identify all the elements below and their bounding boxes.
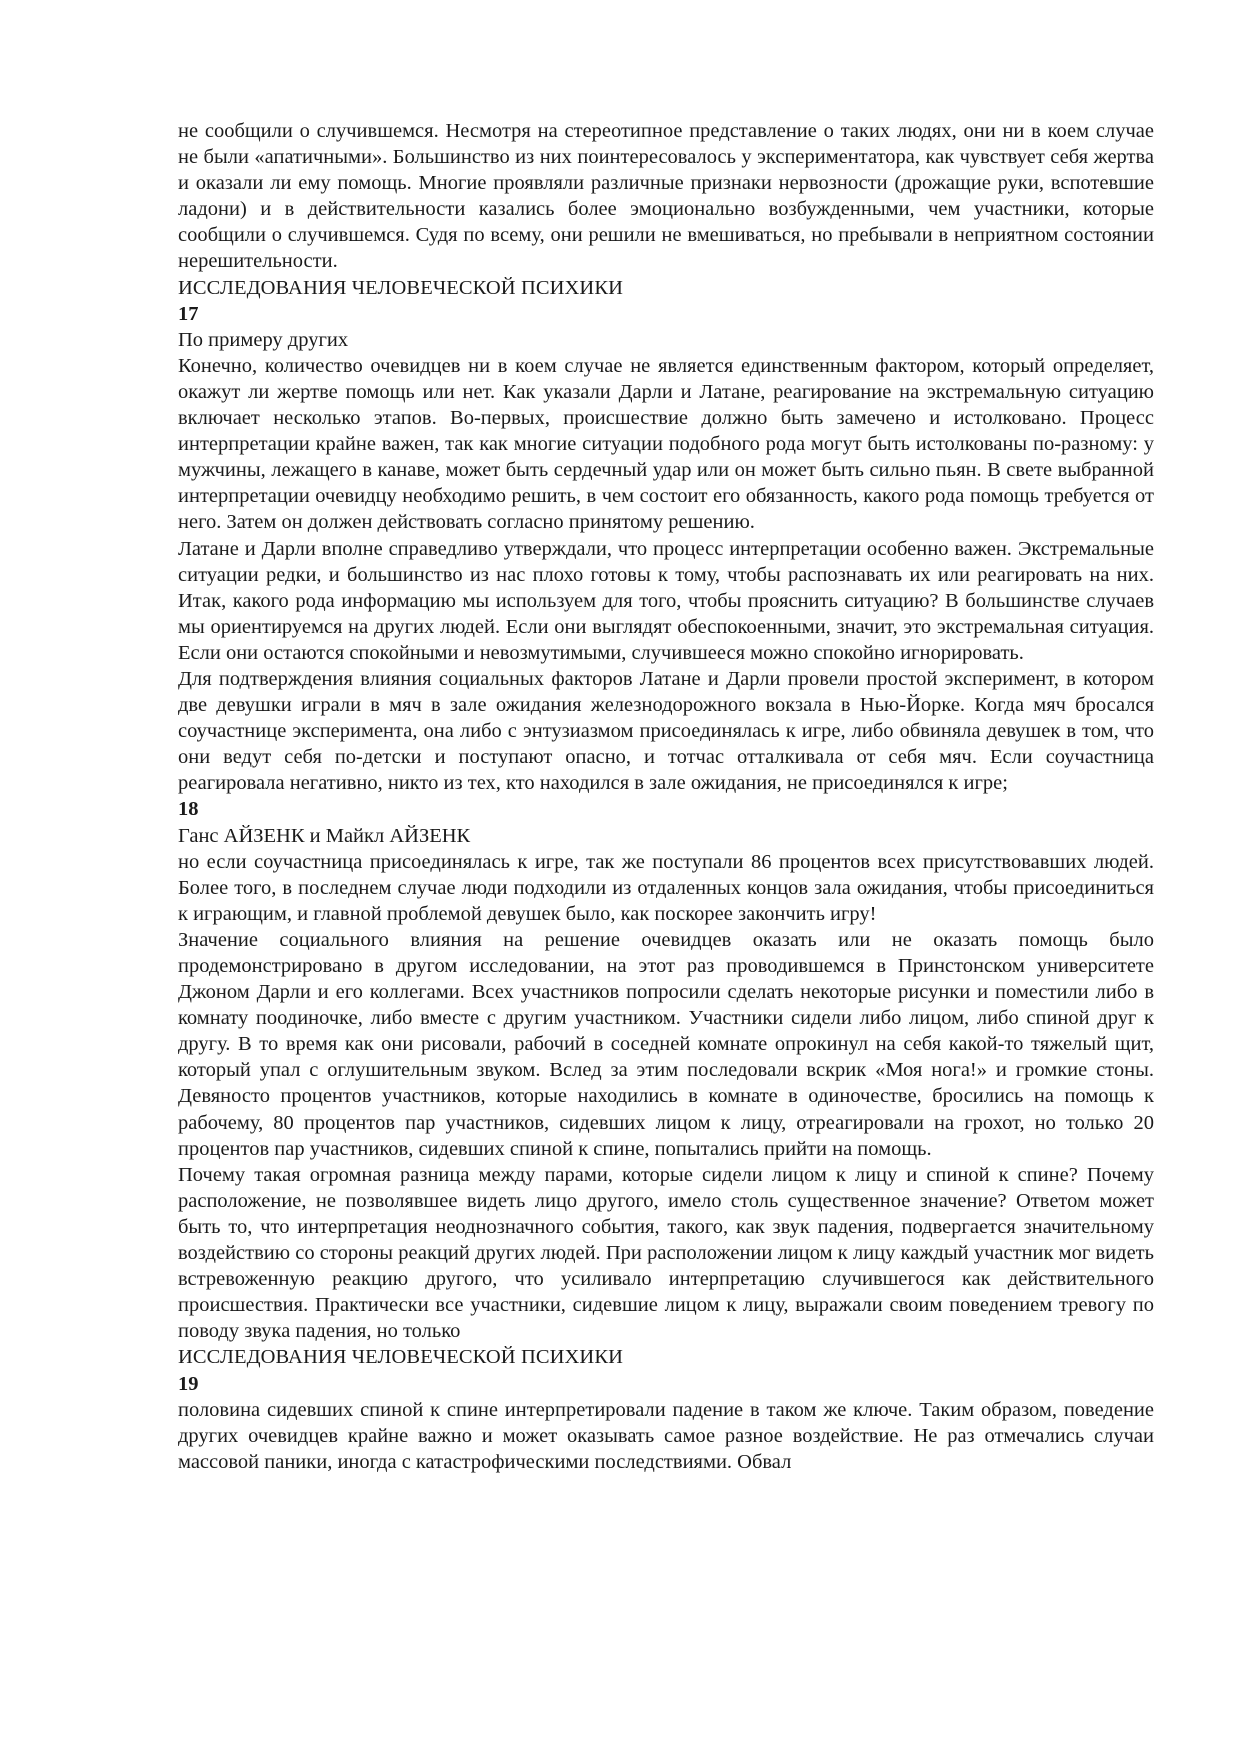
paragraph: Почему такая огромная разница между парами, которые сидели лицом к лицу и спиной к спине? Почему расположение, не позволявшее видеть лицо другого, имело столь существенное значение? Ответом может быть то, что интерпретация неоднозначного события, такого, как звук падения, подвергается значительному воздействию со стороны реакций других людей. При расположении лицом к лицу каждый участник мог видеть встревоженную реакцию другого, что усиливало интерпретацию случившегося как действительного происшествия. Практически все участники, сидевшие лицом к лицу, выражали своим поведением тревогу по поводу звука падения, но только	[178, 1163, 1154, 1343]
paragraph: Конечно, количество очевидцев ни в коем случае не является единственным фактором, который определяет, окажут ли жертве помощь или нет. Как указали Дарли и Латане, реагирование на экстремальную ситуацию включает несколько этапов. Во-первых, происшествие должно быть замечено и истолковано. Процесс интерпретации крайне важен, так как многие ситуации подобного рода могут быть истолкованы по-разному: у мужчины, лежащего в канаве, может быть сердечный удар или он может быть сильно пьян. В свете выбранной интерпретации очевидцу необходимо решить, в чем состоит его обязанность, какого рода помощь требуется от него. Затем он должен действовать согласно принятому решению.	[178, 354, 1154, 534]
page-number: 19	[178, 1372, 199, 1395]
paragraph: не сообщили о случившемся. Несмотря на стереотипное представление о таких людях, они ни в коем случае не были «апатичными». Большинство из них поинтересовалось у экспериментатора, как чувствует себя жертва и оказали ли ему помощь. Многие проявляли различные признаки нервозности (дрожащие руки, вспотевшие ладони) и в действительности казались более эмоционально возбужденными, чем участники, которые сообщили о случившемся. Судя по всему, они решили не вмешиваться, но пребывали в неприятном состоянии нерешительности.	[178, 120, 1154, 273]
running-header: ИССЛЕДОВАНИЯ ЧЕЛОВЕЧЕСКОЙ ПСИХИКИ	[178, 1346, 624, 1369]
page-number: 18	[178, 798, 199, 821]
page-number: 17	[178, 302, 199, 325]
document-page	[178, 118, 1154, 1475]
paragraph: половина сидевших спиной к спине интерпретировали падение в таком же ключе. Таким образом, поведение других очевидцев крайне важно и может оказывать самое разное воздействие. Не раз отмечались случаи массовой паники, иногда с катастрофическими последствиями. Обвал	[178, 1398, 1154, 1473]
paragraph: Для подтверждения влияния социальных факторов Латане и Дарли провели простой эксперимент, в котором две девушки играли в мяч в зале ожидания железнодорожного вокзала в Нью-Йорке. Когда мяч бросался соучастнице эксперимента, она либо с энтузиазмом присоединялась к игре, либо обвиняла девушек в том, что они ведут себя по-детски и поступают опасно, и тотчас отталкивала от себя мяч. Если соучастница реагировала негативно, никто из тех, кто находился в зале ожидания, не присоединялся к игре;	[178, 667, 1154, 795]
paragraph: Латане и Дарли вполне справедливо утверждали, что процесс интерпретации особенно важен. Экстремальные ситуации редки, и большинство из нас плохо готовы к тому, чтобы распознавать их или реагировать на них. Итак, какого рода информацию мы используем для того, чтобы прояснить ситуацию? В большинстве случаев мы ориентируемся на других людей. Если они выглядят обеспокоенными, значит, это экстремальная ситуация. Если они остаются спокойными и невозмутимыми, случившееся можно спокойно игнорировать.	[178, 537, 1154, 664]
section-title: По примеру других	[178, 328, 349, 351]
running-header: ИССЛЕДОВАНИЯ ЧЕЛОВЕЧЕСКОЙ ПСИХИКИ	[178, 276, 624, 299]
paragraph: но если соучастница присоединялась к игре, так же поступали 86 процентов всех присутствовавших людей. Более того, в последнем случае люди подходили из отдаленных концов зала ожидания, чтобы присоединиться к играющим, и главной проблемой девушек было, как поскорее закончить игру!	[178, 850, 1154, 925]
paragraph: Значение социального влияния на решение очевидцев оказать или не оказать помощь было продемонстрировано в другом исследовании, на этот раз проводившемся в Принстонском университете Джоном Дарли и его коллегами. Всех участников попросили сделать некоторые рисунки и поместили либо в комнату поодиночке, либо вместе с другим участником. Участники сидели либо лицом, либо спиной друг к другу. В то время как они рисовали, рабочий в соседней комнате опрокинул на себя какой-то тяжелый щит, который упал с оглушительным звуком. Вслед за этим последовали вскрик «Моя нога!» и громкие стоны. Девяносто процентов участников, которые находились в комнате в одиночестве, бросились на помощь к рабочему, 80 процентов пар участников, сидевших лицом к лицу, отреагировали на грохот, но только 20 процентов пар участников, сидевших спиной к спине, попытались прийти на помощь.	[178, 928, 1154, 1160]
author-header: Ганс АЙЗЕНК и Майкл АЙЗЕНК	[178, 824, 471, 847]
